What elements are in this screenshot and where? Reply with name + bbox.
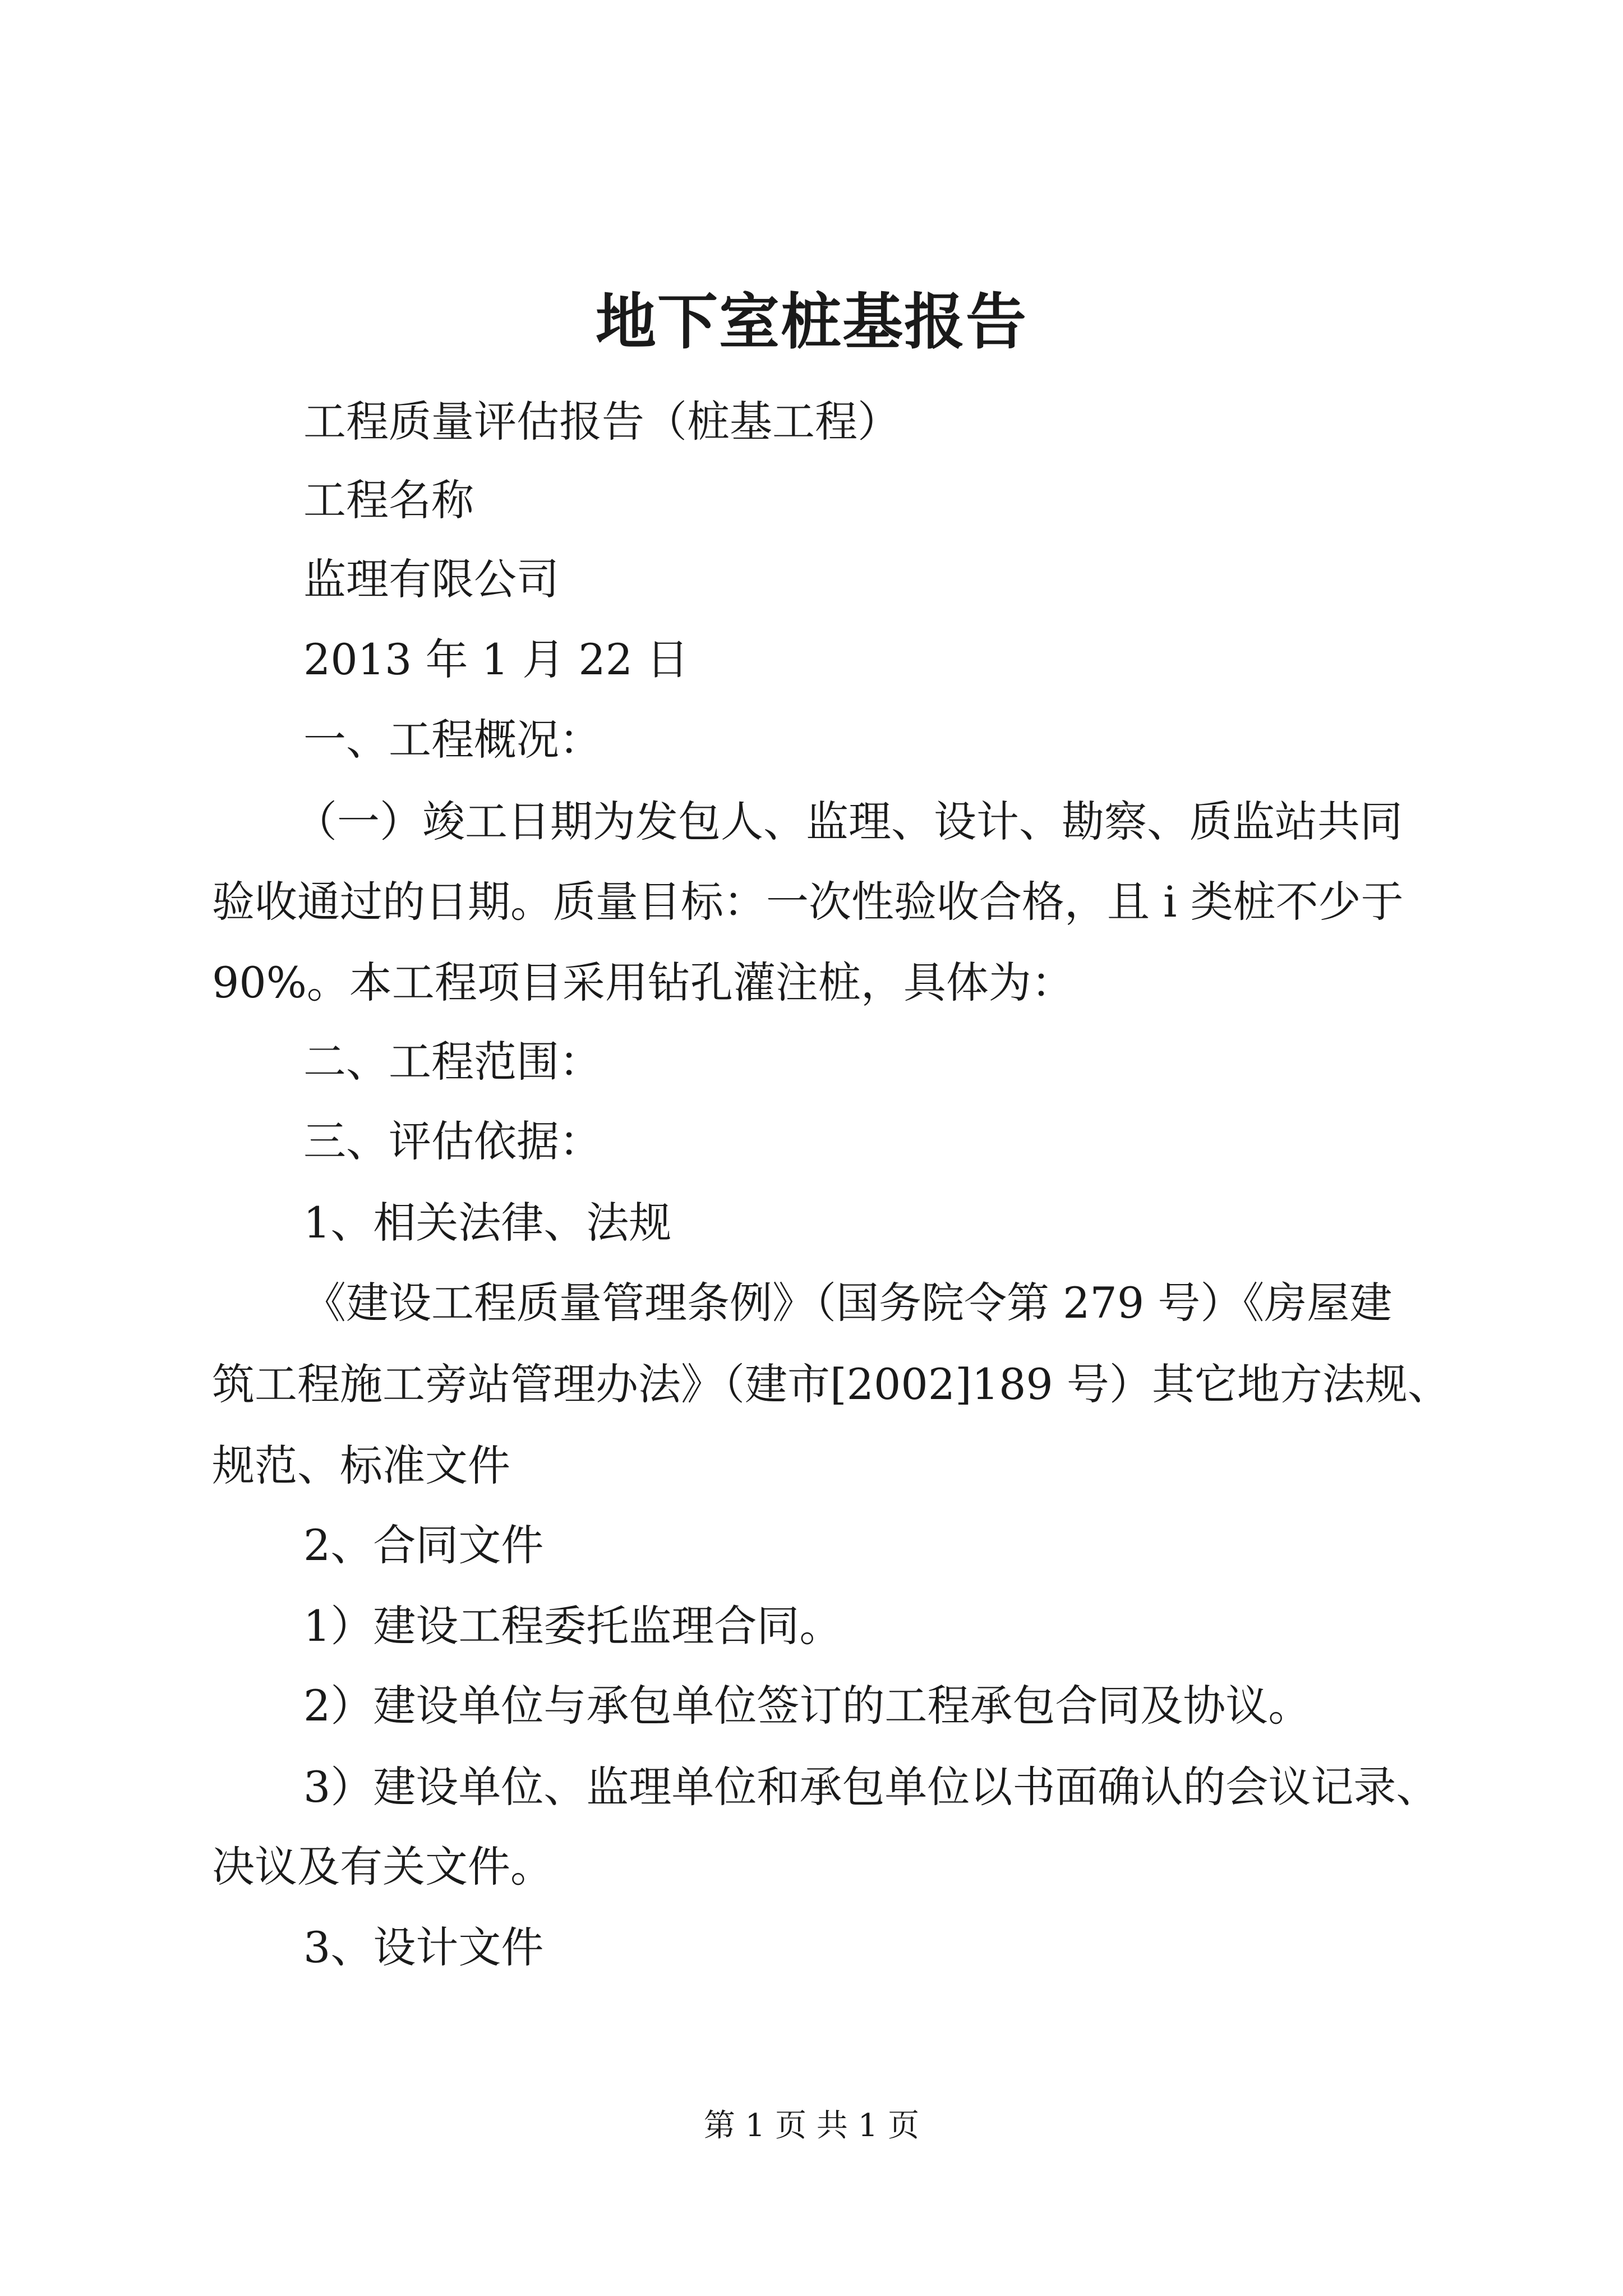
page-footer: 第 1 页 共 1 页 — [703, 2108, 920, 2144]
paragraph-line: 筑工程施工旁站管理办法》（建市[2002]189 号）其它地方法规、 — [212, 1359, 1450, 1409]
section-3-heading: 三、评估依据： — [303, 1116, 602, 1166]
list-item-continuation: 决议及有关文件。 — [212, 1842, 553, 1892]
section-1-heading: 一、工程概况： — [303, 715, 602, 765]
paragraph-line: 90%。本工程项目采用钻孔灌注桩，具体为： — [212, 958, 1074, 1007]
subsection-heading: 1、相关法律、法规 — [303, 1198, 672, 1248]
project-name-line: 工程名称 — [303, 475, 474, 525]
subtitle-line: 工程质量评估报告（桩基工程） — [303, 397, 900, 447]
paragraph-line: 《建设工程质量管理条例》（国务院令第 279 号）《房屋建 — [303, 1278, 1393, 1328]
list-item: 2）建设单位与承包单位签订的工程承包合同及协议。 — [303, 1681, 1311, 1731]
list-item: 1）建设工程委托监理合同。 — [303, 1601, 842, 1651]
paragraph-line: 规范、标准文件 — [212, 1441, 510, 1490]
paragraph-line: （一）竣工日期为发包人、监理、设计、勘察、质监站共同 — [294, 797, 1403, 846]
subsection-heading: 3、设计文件 — [303, 1922, 544, 1972]
section-2-heading: 二、工程范围： — [303, 1037, 602, 1087]
document-title: 地下室桩基报告 — [595, 287, 1027, 357]
date-line: 2013 年 1 月 22 日 — [303, 634, 689, 684]
paragraph-line: 验收通过的日期。质量目标：一次性验收合格，且 i 类桩不少于 — [212, 877, 1404, 927]
company-line: 监理有限公司 — [303, 554, 559, 604]
list-item: 3）建设单位、监理单位和承包单位以书面确认的会议记录、 — [303, 1762, 1439, 1812]
subsection-heading: 2、合同文件 — [303, 1520, 544, 1570]
